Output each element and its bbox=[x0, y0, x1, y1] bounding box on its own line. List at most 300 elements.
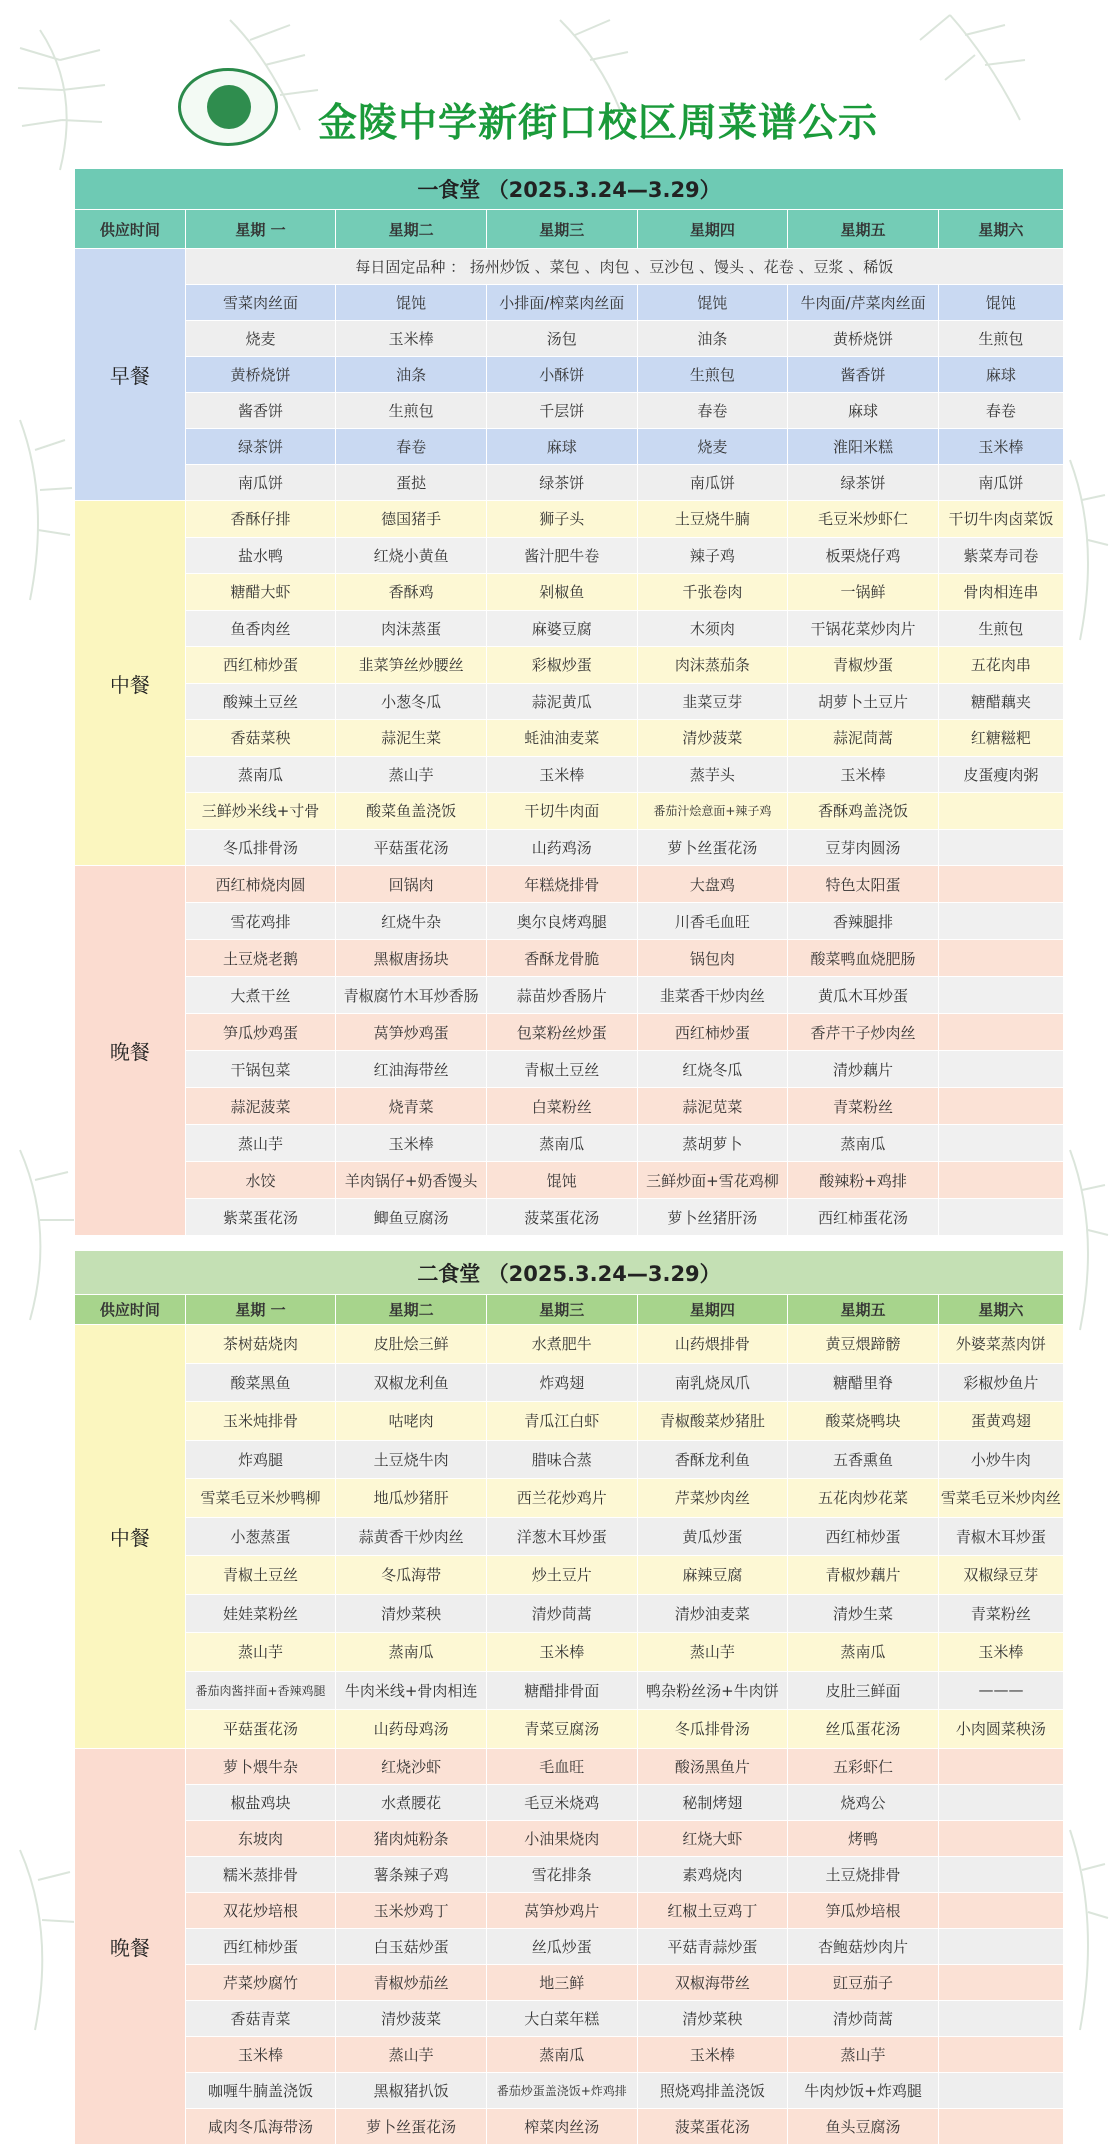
school-seal-logo bbox=[178, 68, 278, 146]
dish-cell: 毛豆米炒虾仁 bbox=[788, 501, 939, 538]
menu-row bbox=[75, 1820, 1064, 1856]
dish-cell: 骨肉相连串 bbox=[938, 574, 1063, 611]
dish-cell: 青椒炒藕片 bbox=[788, 1556, 939, 1595]
dish-cell: 清炒油麦菜 bbox=[637, 1594, 788, 1633]
dish-cell: 西红柿炒蛋 bbox=[788, 1517, 939, 1556]
dish-cell: 雪菜毛豆米炒鸭柳 bbox=[185, 1479, 336, 1518]
dish-cell: 萝卜煨牛杂 bbox=[185, 1748, 336, 1784]
dish-cell: 韭菜豆芽 bbox=[637, 683, 788, 720]
dish-cell: 笋瓜炒培根 bbox=[788, 1892, 939, 1928]
dish-cell bbox=[938, 2000, 1063, 2036]
supply-time-header: 供应时间 bbox=[75, 210, 186, 249]
dish-cell: 油条 bbox=[336, 357, 487, 393]
dish-cell: 干切牛肉卤菜饭 bbox=[938, 501, 1063, 538]
dish-cell: 香酥龙利鱼 bbox=[637, 1440, 788, 1479]
dish-cell bbox=[938, 1125, 1063, 1162]
dish-cell: 平菇青蒜炒蛋 bbox=[637, 1928, 788, 1964]
dish-cell: 雪花鸡排 bbox=[185, 903, 336, 940]
dish-cell: 玉米棒 bbox=[486, 756, 637, 793]
menu-row bbox=[75, 1363, 1064, 1402]
dish-cell: 剁椒鱼 bbox=[486, 574, 637, 611]
dish-cell: 清炒菜秧 bbox=[637, 2000, 788, 2036]
dish-cell: 玉米棒 bbox=[938, 429, 1063, 465]
dish-cell: 香酥鸡盖浇饭 bbox=[788, 793, 939, 830]
dish-cell: 糖醋排骨面 bbox=[486, 1671, 637, 1710]
dish-cell: 麻球 bbox=[788, 393, 939, 429]
menu-row bbox=[75, 2000, 1064, 2036]
dish-cell: 小酥饼 bbox=[486, 357, 637, 393]
dish-cell: 红油海带丝 bbox=[336, 1051, 487, 1088]
menu-row bbox=[75, 1710, 1064, 1749]
dish-cell: 南乳烧凤爪 bbox=[637, 1363, 788, 1402]
dish-cell: 咖喱牛腩盖浇饭 bbox=[185, 2072, 336, 2108]
dish-cell: 肉沫蒸蛋 bbox=[336, 610, 487, 647]
dish-cell: 馄饨 bbox=[938, 285, 1063, 321]
dish-cell: 香酥鸡 bbox=[336, 574, 487, 611]
menu-row bbox=[75, 647, 1064, 684]
dish-cell: 香菇青菜 bbox=[185, 2000, 336, 2036]
dish-cell bbox=[938, 1928, 1063, 1964]
dish-cell: 杏鲍菇炒肉片 bbox=[788, 1928, 939, 1964]
menu-row bbox=[75, 1748, 1064, 1784]
dish-cell: 蒸山芋 bbox=[336, 2036, 487, 2072]
dish-cell: ——— bbox=[938, 1671, 1063, 1710]
menu-row bbox=[75, 1964, 1064, 2000]
dish-cell: 烧麦 bbox=[185, 321, 336, 357]
menu-row bbox=[75, 1051, 1064, 1088]
dish-cell: 青椒酸菜炒猪肚 bbox=[637, 1402, 788, 1441]
dish-cell: 蒜泥生菜 bbox=[336, 720, 487, 757]
meal-label-lunch: 中餐 bbox=[75, 501, 186, 866]
menu-row bbox=[75, 1928, 1064, 1964]
dish-cell: 春卷 bbox=[336, 429, 487, 465]
dish-cell: 清炒藕片 bbox=[788, 1051, 939, 1088]
dish-cell: 烧青菜 bbox=[336, 1088, 487, 1125]
menu-row bbox=[75, 720, 1064, 757]
dish-cell: 蒜泥黄瓜 bbox=[486, 683, 637, 720]
dish-cell: 炒土豆片 bbox=[486, 1556, 637, 1595]
menu-row bbox=[75, 1892, 1064, 1928]
dish-cell: 外婆菜蒸肉饼 bbox=[938, 1325, 1063, 1364]
dish-cell: 青菜粉丝 bbox=[938, 1594, 1063, 1633]
dish-cell: 一锅鲜 bbox=[788, 574, 939, 611]
dish-cell: 玉米棒 bbox=[185, 2036, 336, 2072]
dish-cell: 红烧冬瓜 bbox=[637, 1051, 788, 1088]
dish-cell: 西红柿烧肉圆 bbox=[185, 866, 336, 903]
menu-row bbox=[75, 465, 1064, 501]
dish-cell: 黄桥烧饼 bbox=[185, 357, 336, 393]
dish-cell: 青椒腐竹木耳炒香肠 bbox=[336, 977, 487, 1014]
dish-cell: 酱香饼 bbox=[185, 393, 336, 429]
dish-cell: 馄饨 bbox=[637, 285, 788, 321]
dish-cell: 木须肉 bbox=[637, 610, 788, 647]
menu-row bbox=[75, 977, 1064, 1014]
dish-cell: 椒盐鸡块 bbox=[185, 1784, 336, 1820]
dish-cell: 番茄炒蛋盖浇饭+炸鸡排 bbox=[486, 2072, 637, 2108]
dish-cell: 皮肚烩三鲜 bbox=[336, 1325, 487, 1364]
menu-row bbox=[75, 501, 1064, 538]
dish-cell: 红糖糍粑 bbox=[938, 720, 1063, 757]
menu-row bbox=[75, 357, 1064, 393]
dish-cell: 小肉圆菜秧汤 bbox=[938, 1710, 1063, 1749]
dish-cell: 清炒茼蒿 bbox=[788, 2000, 939, 2036]
dish-cell: 南瓜饼 bbox=[637, 465, 788, 501]
dish-cell: 蒸胡萝卜 bbox=[637, 1125, 788, 1162]
dish-cell: 玉米炒鸡丁 bbox=[336, 1892, 487, 1928]
menu-row bbox=[75, 1594, 1064, 1633]
dish-cell: 清炒菜秧 bbox=[336, 1594, 487, 1633]
dish-cell: 红烧牛杂 bbox=[336, 903, 487, 940]
dish-cell: 大煮干丝 bbox=[185, 977, 336, 1014]
dish-cell: 酱汁肥牛卷 bbox=[486, 537, 637, 574]
dish-cell: 红烧大虾 bbox=[637, 1820, 788, 1856]
menu-row bbox=[75, 1633, 1064, 1672]
dish-cell: 香芹干子炒肉丝 bbox=[788, 1014, 939, 1051]
dish-cell: 紫菜蛋花汤 bbox=[185, 1199, 336, 1236]
dish-cell: 蒸南瓜 bbox=[185, 756, 336, 793]
dish-cell: 地瓜炒猪肝 bbox=[336, 1479, 487, 1518]
dish-cell: 莴笋炒鸡片 bbox=[486, 1892, 637, 1928]
dish-cell: 笋瓜炒鸡蛋 bbox=[185, 1014, 336, 1051]
dish-cell: 五花肉串 bbox=[938, 647, 1063, 684]
dish-cell: 西兰花炒鸡片 bbox=[486, 1479, 637, 1518]
dish-cell: 黑椒猪扒饭 bbox=[336, 2072, 487, 2108]
dish-cell: 萝卜丝蛋花汤 bbox=[637, 829, 788, 866]
menu-row bbox=[75, 2036, 1064, 2072]
dish-cell: 莴笋炒鸡蛋 bbox=[336, 1014, 487, 1051]
dish-cell: 皮蛋瘦肉粥 bbox=[938, 756, 1063, 793]
dish-cell bbox=[938, 1014, 1063, 1051]
dish-cell: 青菜豆腐汤 bbox=[486, 1710, 637, 1749]
menu-row bbox=[75, 1325, 1064, 1364]
dish-cell: 清炒菠菜 bbox=[336, 2000, 487, 2036]
dish-cell: 酸汤黑鱼片 bbox=[637, 1748, 788, 1784]
dish-cell: 芹菜炒腐竹 bbox=[185, 1964, 336, 2000]
dish-cell: 三鲜炒米线+寸骨 bbox=[185, 793, 336, 830]
dish-cell: 萝卜丝蛋花汤 bbox=[336, 2108, 487, 2144]
dish-cell: 春卷 bbox=[637, 393, 788, 429]
menu-row bbox=[75, 1402, 1064, 1441]
dish-cell: 咕咾肉 bbox=[336, 1402, 487, 1441]
weekday-header: 星期 一 bbox=[185, 1295, 336, 1325]
dish-cell: 蒸山芋 bbox=[185, 1633, 336, 1672]
dish-cell bbox=[938, 2036, 1063, 2072]
dish-cell: 水煮肥牛 bbox=[486, 1325, 637, 1364]
menu-row bbox=[75, 1671, 1064, 1710]
dish-cell: 鲫鱼豆腐汤 bbox=[336, 1199, 487, 1236]
dish-cell: 牛肉米线+骨肉相连 bbox=[336, 1671, 487, 1710]
dish-cell: 蒸山芋 bbox=[185, 1125, 336, 1162]
dish-cell: 南瓜饼 bbox=[185, 465, 336, 501]
dish-cell: 蒜泥茼蒿 bbox=[788, 720, 939, 757]
dish-cell: 丝瓜炒蛋 bbox=[486, 1928, 637, 1964]
meal-label-dinner: 晚餐 bbox=[75, 1748, 186, 2144]
menu-row bbox=[75, 1014, 1064, 1051]
menu-row bbox=[75, 756, 1064, 793]
dish-cell: 蒸芋头 bbox=[637, 756, 788, 793]
dish-cell: 羊肉锅仔+奶香馒头 bbox=[336, 1162, 487, 1199]
dish-cell: 咸肉冬瓜海带汤 bbox=[185, 2108, 336, 2144]
dish-cell bbox=[938, 1892, 1063, 1928]
dish-cell: 山药母鸡汤 bbox=[336, 1710, 487, 1749]
dish-cell: 回锅肉 bbox=[336, 866, 487, 903]
dish-cell: 双椒龙利鱼 bbox=[336, 1363, 487, 1402]
dish-cell: 大白菜年糕 bbox=[486, 2000, 637, 2036]
dish-cell bbox=[938, 1088, 1063, 1125]
dish-cell: 川香毛血旺 bbox=[637, 903, 788, 940]
dish-cell: 香辣腿排 bbox=[788, 903, 939, 940]
menu-row bbox=[75, 393, 1064, 429]
dish-cell: 蒜泥菠菜 bbox=[185, 1088, 336, 1125]
dish-cell: 三鲜炒面+雪花鸡柳 bbox=[637, 1162, 788, 1199]
dish-cell: 青椒木耳炒蛋 bbox=[938, 1517, 1063, 1556]
weekday-header: 星期四 bbox=[637, 1295, 788, 1325]
dish-cell: 肉沫蒸茄条 bbox=[637, 647, 788, 684]
dish-cell: 麻球 bbox=[486, 429, 637, 465]
meal-label-dinner: 晚餐 bbox=[75, 866, 186, 1236]
weekday-header: 星期三 bbox=[486, 210, 637, 249]
dish-cell: 红烧沙虾 bbox=[336, 1748, 487, 1784]
dish-cell: 茶树菇烧肉 bbox=[185, 1325, 336, 1364]
dish-cell: 牛肉炒饭+炸鸡腿 bbox=[788, 2072, 939, 2108]
dish-cell: 蚝油油麦菜 bbox=[486, 720, 637, 757]
dish-cell: 雪菜肉丝面 bbox=[185, 285, 336, 321]
dish-cell: 特色太阳蛋 bbox=[788, 866, 939, 903]
dish-cell: 薯条辣子鸡 bbox=[336, 1856, 487, 1892]
hall-title: 一食堂 （2025.3.24—3.29） bbox=[75, 169, 1064, 210]
dish-cell: 菠菜蛋花汤 bbox=[637, 2108, 788, 2144]
dish-cell: 辣子鸡 bbox=[637, 537, 788, 574]
dish-cell: 清炒菠菜 bbox=[637, 720, 788, 757]
dish-cell: 狮子头 bbox=[486, 501, 637, 538]
dish-cell: 香菇菜秧 bbox=[185, 720, 336, 757]
dish-cell: 雪菜毛豆米炒肉丝 bbox=[938, 1479, 1063, 1518]
dish-cell: 蒜黄香干炒肉丝 bbox=[336, 1517, 487, 1556]
dish-cell: 冬瓜排骨汤 bbox=[637, 1710, 788, 1749]
dish-cell: 玉米棒 bbox=[336, 1125, 487, 1162]
dish-cell: 糖醋藕夹 bbox=[938, 683, 1063, 720]
dish-cell bbox=[938, 1051, 1063, 1088]
dish-cell bbox=[938, 829, 1063, 866]
dish-cell: 蒸南瓜 bbox=[486, 1125, 637, 1162]
dish-cell: 平菇蛋花汤 bbox=[185, 1710, 336, 1749]
dish-cell: 五香熏鱼 bbox=[788, 1440, 939, 1479]
dish-cell: 麻婆豆腐 bbox=[486, 610, 637, 647]
dish-cell: 青椒炒茄丝 bbox=[336, 1964, 487, 2000]
dish-cell: 皮肚三鲜面 bbox=[788, 1671, 939, 1710]
dish-cell: 炸鸡腿 bbox=[185, 1440, 336, 1479]
dish-cell: 玉米棒 bbox=[637, 2036, 788, 2072]
dish-cell: 小葱蒸蛋 bbox=[185, 1517, 336, 1556]
menu-row bbox=[75, 1162, 1064, 1199]
dish-cell: 山药鸡汤 bbox=[486, 829, 637, 866]
dish-cell: 冬瓜排骨汤 bbox=[185, 829, 336, 866]
dish-cell: 照烧鸡排盖浇饭 bbox=[637, 2072, 788, 2108]
dish-cell: 毛血旺 bbox=[486, 1748, 637, 1784]
dish-cell: 玉米棒 bbox=[788, 756, 939, 793]
hall-title-row bbox=[75, 169, 1064, 210]
dish-cell bbox=[938, 2072, 1063, 2108]
hall-title-row bbox=[75, 1251, 1064, 1295]
menu-row bbox=[75, 1199, 1064, 1236]
dish-cell bbox=[938, 1162, 1063, 1199]
dish-cell: 彩椒炒鱼片 bbox=[938, 1363, 1063, 1402]
dish-cell: 绿茶饼 bbox=[486, 465, 637, 501]
menu-row bbox=[75, 1479, 1064, 1518]
dish-cell: 冬瓜海带 bbox=[336, 1556, 487, 1595]
dish-cell: 土豆烧牛腩 bbox=[637, 501, 788, 538]
dish-cell: 西红柿炒蛋 bbox=[185, 647, 336, 684]
dish-cell: 香酥仔排 bbox=[185, 501, 336, 538]
weekday-header-row bbox=[75, 1295, 1064, 1325]
dish-cell: 西红柿蛋花汤 bbox=[788, 1199, 939, 1236]
weekday-header: 星期二 bbox=[336, 210, 487, 249]
dish-cell bbox=[938, 866, 1063, 903]
dish-cell: 菠菜蛋花汤 bbox=[486, 1199, 637, 1236]
dish-cell bbox=[938, 1964, 1063, 2000]
dish-cell: 彩椒炒蛋 bbox=[486, 647, 637, 684]
dish-cell: 绿茶饼 bbox=[788, 465, 939, 501]
menu-row bbox=[75, 793, 1064, 830]
dish-cell: 豆芽肉圆汤 bbox=[788, 829, 939, 866]
menu-row bbox=[75, 1125, 1064, 1162]
dish-cell: 大盘鸡 bbox=[637, 866, 788, 903]
meal-label-breakfast: 早餐 bbox=[75, 249, 186, 501]
menu-row bbox=[75, 285, 1064, 321]
dish-cell: 蛋黄鸡翅 bbox=[938, 1402, 1063, 1441]
dish-cell: 蒸南瓜 bbox=[788, 1125, 939, 1162]
dish-cell: 牛肉面/芹菜肉丝面 bbox=[788, 285, 939, 321]
menu-row bbox=[75, 866, 1064, 903]
dish-cell bbox=[938, 2108, 1063, 2144]
dish-cell: 榨菜肉丝汤 bbox=[486, 2108, 637, 2144]
meal-label-lunch: 中餐 bbox=[75, 1325, 186, 1749]
dish-cell: 胡萝卜土豆片 bbox=[788, 683, 939, 720]
dish-cell: 毛豆米烧鸡 bbox=[486, 1784, 637, 1820]
dish-cell: 烤鸭 bbox=[788, 1820, 939, 1856]
dish-cell: 素鸡烧肉 bbox=[637, 1856, 788, 1892]
dish-cell: 蒸南瓜 bbox=[486, 2036, 637, 2072]
dish-cell bbox=[938, 1199, 1063, 1236]
dish-cell: 香酥龙骨脆 bbox=[486, 940, 637, 977]
dish-cell: 青菜粉丝 bbox=[788, 1088, 939, 1125]
dish-cell: 黄瓜炒蛋 bbox=[637, 1517, 788, 1556]
dish-cell: 豇豆茄子 bbox=[788, 1964, 939, 2000]
dish-cell: 红椒土豆鸡丁 bbox=[637, 1892, 788, 1928]
dish-cell: 馄饨 bbox=[336, 285, 487, 321]
dish-cell bbox=[938, 1856, 1063, 1892]
dish-cell: 清炒茼蒿 bbox=[486, 1594, 637, 1633]
fixed-items-row bbox=[75, 249, 1064, 285]
hall1-menu-table bbox=[74, 168, 1064, 1236]
dish-cell: 蒸南瓜 bbox=[788, 1633, 939, 1672]
dish-cell: 绿茶饼 bbox=[185, 429, 336, 465]
dish-cell: 玉米炖排骨 bbox=[185, 1402, 336, 1441]
dish-cell: 鱼香肉丝 bbox=[185, 610, 336, 647]
dish-cell: 蒸南瓜 bbox=[336, 1633, 487, 1672]
page-header bbox=[0, 0, 1110, 165]
dish-cell: 酱香饼 bbox=[788, 357, 939, 393]
dish-cell: 小油果烧肉 bbox=[486, 1820, 637, 1856]
dish-cell: 淮阳米糕 bbox=[788, 429, 939, 465]
dish-cell: 红烧小黄鱼 bbox=[336, 537, 487, 574]
dish-cell: 白玉菇炒蛋 bbox=[336, 1928, 487, 1964]
weekday-header: 星期三 bbox=[486, 1295, 637, 1325]
dish-cell: 西红柿炒蛋 bbox=[185, 1928, 336, 1964]
dish-cell: 酸辣粉+鸡排 bbox=[788, 1162, 939, 1199]
hall2-menu-table bbox=[74, 1250, 1064, 2145]
dish-cell: 蛋挞 bbox=[336, 465, 487, 501]
dish-cell: 清炒生菜 bbox=[788, 1594, 939, 1633]
dish-cell: 青瓜江白虾 bbox=[486, 1402, 637, 1441]
dish-cell: 东坡肉 bbox=[185, 1820, 336, 1856]
dish-cell: 馄饨 bbox=[486, 1162, 637, 1199]
dish-cell bbox=[938, 977, 1063, 1014]
menu-row bbox=[75, 321, 1064, 357]
dish-cell: 平菇蛋花汤 bbox=[336, 829, 487, 866]
menu-row bbox=[75, 610, 1064, 647]
dish-cell: 酸菜鸭血烧肥肠 bbox=[788, 940, 939, 977]
dish-cell: 玉米棒 bbox=[938, 1633, 1063, 1672]
dish-cell: 丝瓜蛋花汤 bbox=[788, 1710, 939, 1749]
dish-cell: 麻球 bbox=[938, 357, 1063, 393]
dish-cell: 炸鸡翅 bbox=[486, 1363, 637, 1402]
weekday-header: 星期六 bbox=[938, 1295, 1063, 1325]
dish-cell: 千层饼 bbox=[486, 393, 637, 429]
dish-cell: 地三鲜 bbox=[486, 1964, 637, 2000]
dish-cell: 蒸山芋 bbox=[788, 2036, 939, 2072]
supply-time-header: 供应时间 bbox=[75, 1295, 186, 1325]
dish-cell: 油条 bbox=[637, 321, 788, 357]
dish-cell: 小葱冬瓜 bbox=[336, 683, 487, 720]
hall-title: 二食堂 （2025.3.24—3.29） bbox=[75, 1251, 1064, 1295]
menu-row bbox=[75, 940, 1064, 977]
dish-cell: 千张卷肉 bbox=[637, 574, 788, 611]
dish-cell: 猪肉炖粉条 bbox=[336, 1820, 487, 1856]
dish-cell: 黄瓜木耳炒蛋 bbox=[788, 977, 939, 1014]
dish-cell: 生煎包 bbox=[938, 610, 1063, 647]
dish-cell: 汤包 bbox=[486, 321, 637, 357]
dish-cell bbox=[938, 793, 1063, 830]
dish-cell: 番茄汁烩意面+辣子鸡 bbox=[637, 793, 788, 830]
dish-cell: 黄桥烧饼 bbox=[788, 321, 939, 357]
menu-row bbox=[75, 1517, 1064, 1556]
dish-cell: 酸菜鱼盖浇饭 bbox=[336, 793, 487, 830]
dish-cell: 南瓜饼 bbox=[938, 465, 1063, 501]
dish-cell: 蒸山芋 bbox=[336, 756, 487, 793]
dish-cell: 黄豆煨蹄髈 bbox=[788, 1325, 939, 1364]
dish-cell: 青椒土豆丝 bbox=[486, 1051, 637, 1088]
dish-cell: 生煎包 bbox=[938, 321, 1063, 357]
dish-cell: 年糕烧排骨 bbox=[486, 866, 637, 903]
dish-cell: 洋葱木耳炒蛋 bbox=[486, 1517, 637, 1556]
menu-row bbox=[75, 537, 1064, 574]
dish-cell: 韭菜笋丝炒腰丝 bbox=[336, 647, 487, 684]
dish-cell: 白菜粉丝 bbox=[486, 1088, 637, 1125]
dish-cell: 萝卜丝猪肝汤 bbox=[637, 1199, 788, 1236]
dish-cell: 生煎包 bbox=[336, 393, 487, 429]
weekday-header: 星期四 bbox=[637, 210, 788, 249]
dish-cell: 糖醋大虾 bbox=[185, 574, 336, 611]
dish-cell: 芹菜炒肉丝 bbox=[637, 1479, 788, 1518]
fixed-items-text: 每日固定品种 ： 扬州炒饭 、菜包 、肉包 、豆沙包 、馒头 、花卷 、豆浆 、稀饭 bbox=[185, 249, 1063, 285]
dish-cell: 干锅花菜炒肉片 bbox=[788, 610, 939, 647]
dish-cell: 包菜粉丝炒蛋 bbox=[486, 1014, 637, 1051]
menu-row bbox=[75, 903, 1064, 940]
dish-cell: 双花炒培根 bbox=[185, 1892, 336, 1928]
dish-cell bbox=[938, 940, 1063, 977]
dish-cell: 五花肉炒花菜 bbox=[788, 1479, 939, 1518]
